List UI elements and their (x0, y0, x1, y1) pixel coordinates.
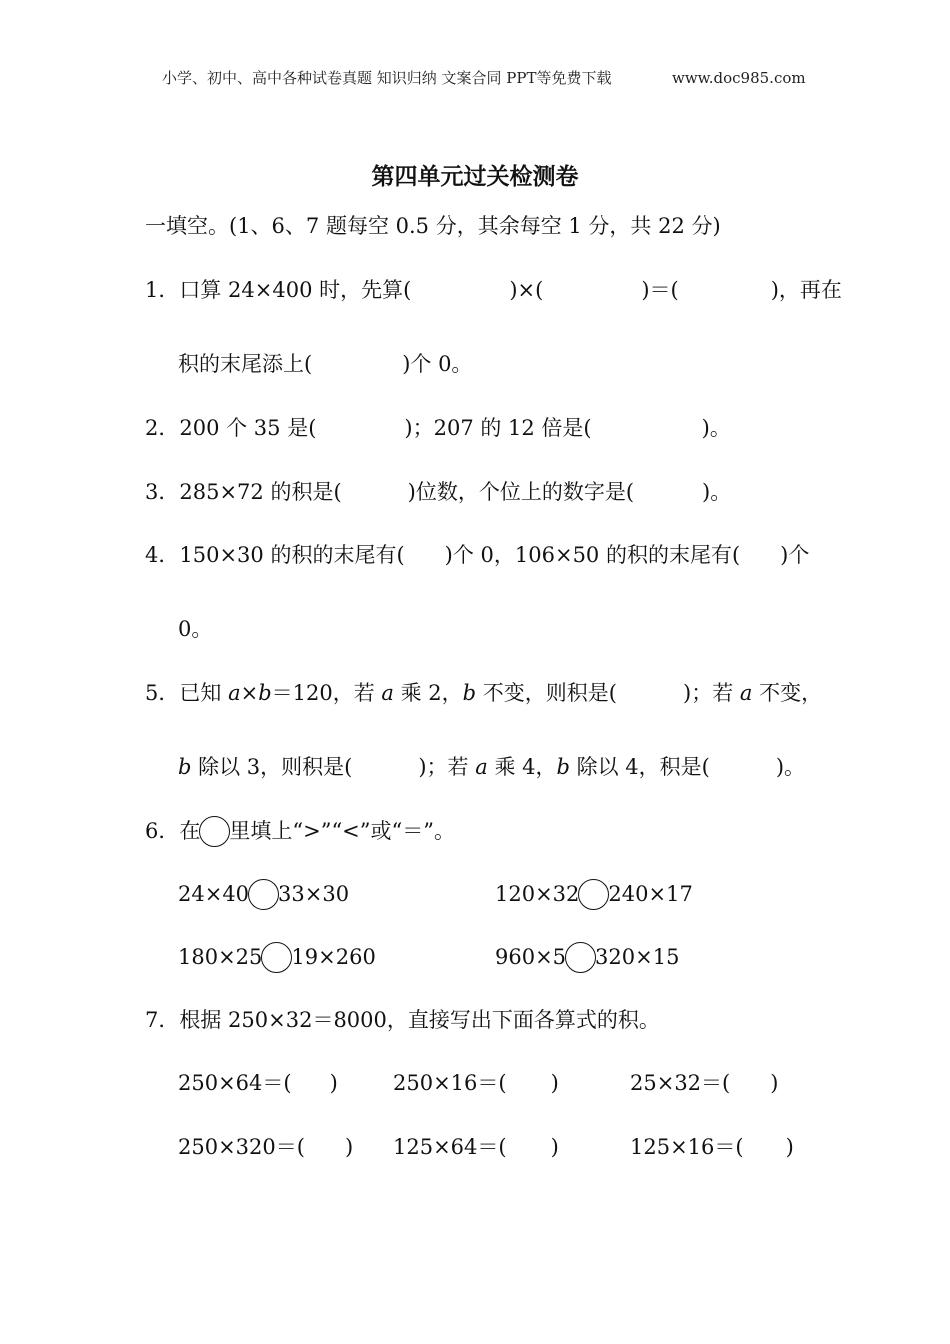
q5-text: 乘 4， (487, 755, 557, 779)
question-number: 1． (145, 278, 180, 302)
q1-text: )＝( (641, 278, 679, 302)
question-6 (145, 816, 455, 847)
question-5-line-2 (178, 753, 805, 781)
product-item (630, 1069, 778, 1097)
product-item (630, 1133, 794, 1161)
page-title: 第四单元过关检测卷 (371, 164, 579, 190)
product-expression: 125×64＝( (393, 1135, 507, 1159)
compare-right: 19×260 (291, 945, 376, 969)
compare-item (178, 879, 349, 910)
q1-text: )，再在 (770, 278, 842, 302)
header-url[interactable]: www.doc985.com (672, 69, 806, 87)
question-4-line-1 (145, 541, 809, 569)
question-number: 3． (145, 480, 180, 504)
q7-text: ) (344, 1135, 354, 1159)
q3-text: )。 (702, 480, 732, 504)
q7-text: ) (550, 1071, 559, 1095)
product-expression: 25×32＝( (630, 1071, 731, 1095)
variable-b: b (258, 681, 272, 705)
question-3 (145, 478, 731, 506)
q7-text: ) (329, 1071, 338, 1095)
q5-text: × (240, 681, 259, 705)
q5-text: 不变， (752, 681, 823, 705)
variable-b: b (462, 681, 477, 705)
compare-left: 120×32 (495, 882, 580, 906)
compare-left: 960×5 (495, 945, 567, 969)
q1-text: 积的末尾添上( (178, 352, 313, 376)
question-7 (145, 1006, 660, 1034)
compare-item (495, 879, 693, 910)
question-number: 6． (145, 819, 180, 843)
product-expression: 250×320＝( (178, 1135, 305, 1159)
variable-a: a (228, 681, 241, 705)
question-4-line-2: 0。 (178, 617, 213, 641)
question-number: 4． (145, 543, 180, 567)
product-expression: 250×16＝( (393, 1071, 507, 1095)
compare-item (495, 942, 679, 973)
q1-text: 口算 24×400 时，先算( (179, 278, 412, 302)
circle-icon (199, 816, 230, 847)
q6-text: 在 (179, 819, 201, 843)
compare-left: 24×40 (178, 882, 250, 906)
q1-text: )个 0。 (402, 352, 473, 376)
question-1-line-1 (145, 276, 842, 304)
compare-item (178, 942, 376, 973)
q4-text: )个 (780, 543, 810, 567)
variable-a: a (475, 755, 488, 779)
question-2 (145, 414, 731, 442)
product-expression: 125×16＝( (630, 1135, 744, 1159)
q4-text: 150×30 的积的末尾有( (179, 543, 405, 567)
compare-left: 180×25 (178, 945, 263, 969)
question-number: 5． (145, 681, 180, 705)
q5-text: )；若 (683, 681, 740, 705)
compare-right: 33×30 (278, 882, 350, 906)
variable-a: a (381, 681, 394, 705)
q7-text: 根据 250×32＝8000，直接写出下面各算式的积。 (179, 1008, 660, 1032)
question-number: 7． (145, 1008, 180, 1032)
compare-circle[interactable] (248, 879, 279, 910)
q5-text: 除以 3，则积是( (191, 755, 353, 779)
q1-text: )×( (509, 278, 544, 302)
q2-text: 200 个 35 是( (179, 416, 317, 440)
product-item (393, 1069, 559, 1097)
product-item (178, 1069, 338, 1097)
compare-right: 320×15 (595, 945, 680, 969)
compare-circle[interactable] (578, 879, 609, 910)
q2-text: )。 (701, 416, 731, 440)
q4-text: )个 0，106×50 的积的末尾有( (444, 543, 741, 567)
product-item (393, 1133, 559, 1161)
q5-text: )；若 (418, 755, 476, 779)
q5-text: ＝120，若 (271, 681, 382, 705)
compare-circle[interactable] (261, 942, 292, 973)
q5-text: 除以 4，积是( (569, 755, 710, 779)
q5-text: 乘 2， (393, 681, 463, 705)
q7-text: ) (785, 1135, 794, 1159)
question-1-line-2 (178, 350, 472, 378)
compare-circle[interactable] (565, 942, 596, 973)
q5-text: )。 (775, 755, 806, 779)
variable-b: b (556, 755, 570, 779)
q3-text: )位数，个位上的数字是( (407, 480, 635, 504)
variable-b: b (178, 755, 192, 779)
q5-text: 已知 (179, 681, 229, 705)
section-heading: 一填空。(1、6、7 题每空 0.5 分，其余每空 1 分，共 22 分) (145, 214, 721, 238)
q3-text: 285×72 的积是( (179, 480, 342, 504)
q7-text: ) (770, 1071, 779, 1095)
question-5-line-1 (145, 679, 822, 707)
q6-text: 里填上“>”“<”或“＝”。 (229, 819, 455, 843)
variable-a: a (739, 681, 753, 705)
q7-text: ) (550, 1135, 559, 1159)
question-number: 2． (145, 416, 180, 440)
q2-text: )；207 的 12 倍是( (404, 416, 592, 440)
product-expression: 250×64＝( (178, 1071, 292, 1095)
compare-right: 240×17 (608, 882, 693, 906)
product-item (178, 1133, 353, 1161)
header-banner: 小学、初中、高中各种试卷真题 知识归纳 文案合同 PPT等免费下载 (162, 69, 612, 87)
q5-text: 不变，则积是( (476, 681, 617, 705)
